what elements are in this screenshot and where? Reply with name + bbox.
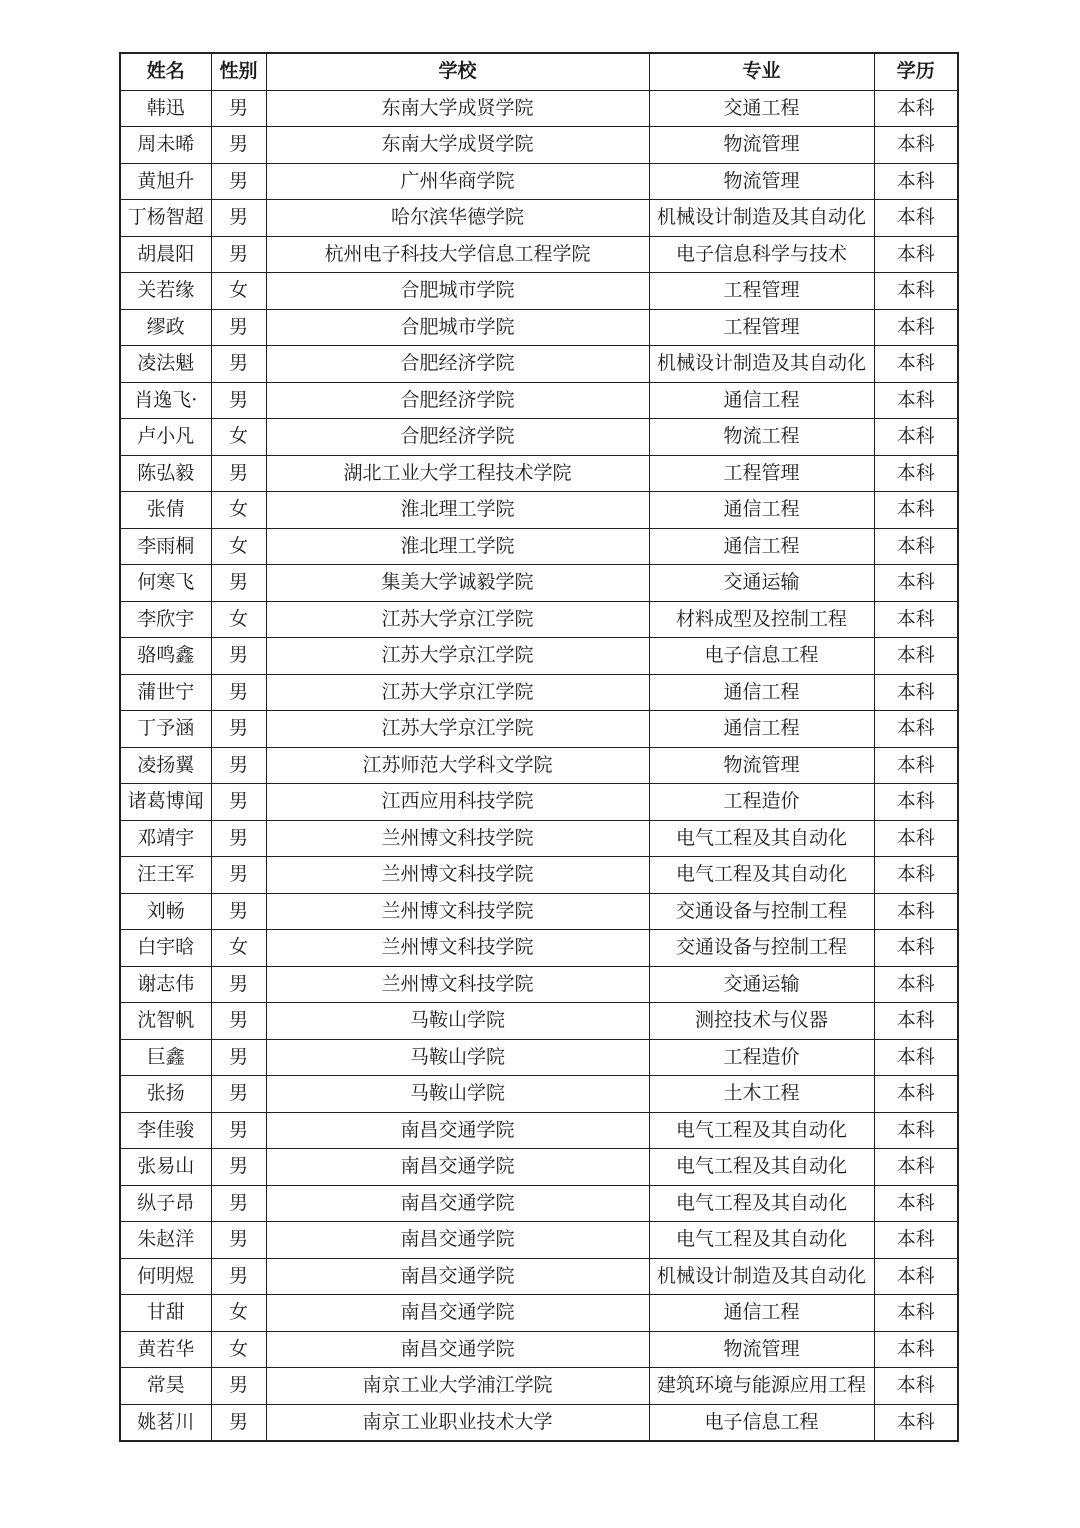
cell-degree: 本科 xyxy=(874,930,958,967)
cell-name: 凌法魁 xyxy=(120,346,211,383)
cell-major: 交通设备与控制工程 xyxy=(649,893,874,930)
cell-gender: 男 xyxy=(211,565,266,602)
cell-name: 蒲世宁 xyxy=(120,674,211,711)
cell-name: 汪王军 xyxy=(120,857,211,894)
cell-major: 物流管理 xyxy=(649,747,874,784)
cell-name: 纵子昂 xyxy=(120,1185,211,1222)
cell-gender: 男 xyxy=(211,1149,266,1186)
header-gender: 性别 xyxy=(211,53,266,90)
cell-major: 通信工程 xyxy=(649,711,874,748)
cell-major: 电气工程及其自动化 xyxy=(649,1112,874,1149)
cell-school: 南昌交通学院 xyxy=(266,1295,649,1332)
table-row xyxy=(120,419,958,456)
table-row xyxy=(120,1185,958,1222)
table-row xyxy=(120,492,958,529)
cell-degree: 本科 xyxy=(874,1222,958,1259)
cell-major: 物流管理 xyxy=(649,163,874,200)
cell-school: 江苏大学京江学院 xyxy=(266,711,649,748)
cell-gender: 男 xyxy=(211,1039,266,1076)
cell-degree: 本科 xyxy=(874,200,958,237)
cell-name: 黄旭升 xyxy=(120,163,211,200)
cell-gender: 男 xyxy=(211,1258,266,1295)
cell-degree: 本科 xyxy=(874,1258,958,1295)
cell-school: 合肥经济学院 xyxy=(266,382,649,419)
cell-degree: 本科 xyxy=(874,1076,958,1113)
cell-name: 常昊 xyxy=(120,1368,211,1405)
cell-school: 合肥城市学院 xyxy=(266,309,649,346)
cell-degree: 本科 xyxy=(874,163,958,200)
cell-name: 胡晨阳 xyxy=(120,236,211,273)
cell-school: 兰州博文科技学院 xyxy=(266,820,649,857)
cell-major: 交通工程 xyxy=(649,90,874,127)
cell-gender: 男 xyxy=(211,1404,266,1441)
table-row xyxy=(120,1258,958,1295)
cell-name: 姚茗川 xyxy=(120,1404,211,1441)
cell-major: 物流管理 xyxy=(649,127,874,164)
cell-degree: 本科 xyxy=(874,1404,958,1441)
table-row xyxy=(120,711,958,748)
cell-gender: 女 xyxy=(211,492,266,529)
cell-degree: 本科 xyxy=(874,1368,958,1405)
cell-name: 沈智帆 xyxy=(120,1003,211,1040)
cell-major: 交通运输 xyxy=(649,565,874,602)
cell-gender: 男 xyxy=(211,200,266,237)
cell-name: 何明煜 xyxy=(120,1258,211,1295)
header-row xyxy=(120,53,958,90)
table-row xyxy=(120,1003,958,1040)
cell-degree: 本科 xyxy=(874,455,958,492)
cell-name: 张易山 xyxy=(120,1149,211,1186)
cell-major: 通信工程 xyxy=(649,674,874,711)
table-row xyxy=(120,1331,958,1368)
cell-school: 湖北工业大学工程技术学院 xyxy=(266,455,649,492)
table-row xyxy=(120,528,958,565)
cell-name: 丁予涵 xyxy=(120,711,211,748)
cell-degree: 本科 xyxy=(874,711,958,748)
cell-major: 电子信息工程 xyxy=(649,1404,874,1441)
cell-school: 南京工业大学浦江学院 xyxy=(266,1368,649,1405)
table-row xyxy=(120,565,958,602)
table-row xyxy=(120,601,958,638)
cell-gender: 女 xyxy=(211,601,266,638)
cell-major: 电气工程及其自动化 xyxy=(649,820,874,857)
cell-degree: 本科 xyxy=(874,893,958,930)
cell-gender: 男 xyxy=(211,966,266,1003)
cell-major: 工程造价 xyxy=(649,784,874,821)
table-row xyxy=(120,1112,958,1149)
cell-degree: 本科 xyxy=(874,1149,958,1186)
cell-gender: 女 xyxy=(211,1295,266,1332)
cell-name: 李雨桐 xyxy=(120,528,211,565)
cell-school: 东南大学成贤学院 xyxy=(266,90,649,127)
cell-major: 通信工程 xyxy=(649,492,874,529)
cell-degree: 本科 xyxy=(874,857,958,894)
cell-gender: 男 xyxy=(211,163,266,200)
cell-degree: 本科 xyxy=(874,784,958,821)
cell-gender: 男 xyxy=(211,1368,266,1405)
table-row xyxy=(120,309,958,346)
cell-degree: 本科 xyxy=(874,674,958,711)
cell-major: 通信工程 xyxy=(649,382,874,419)
table-row xyxy=(120,1149,958,1186)
cell-degree: 本科 xyxy=(874,1185,958,1222)
cell-gender: 男 xyxy=(211,711,266,748)
cell-name: 丁杨智超 xyxy=(120,200,211,237)
cell-major: 建筑环境与能源应用工程 xyxy=(649,1368,874,1405)
table-row xyxy=(120,163,958,200)
cell-gender: 男 xyxy=(211,382,266,419)
cell-school: 杭州电子科技大学信息工程学院 xyxy=(266,236,649,273)
cell-gender: 男 xyxy=(211,638,266,675)
cell-school: 兰州博文科技学院 xyxy=(266,966,649,1003)
cell-gender: 男 xyxy=(211,1222,266,1259)
cell-school: 淮北理工学院 xyxy=(266,492,649,529)
cell-degree: 本科 xyxy=(874,236,958,273)
cell-gender: 男 xyxy=(211,674,266,711)
cell-gender: 男 xyxy=(211,455,266,492)
cell-major: 通信工程 xyxy=(649,1295,874,1332)
cell-name: 诸葛博闻 xyxy=(120,784,211,821)
cell-school: 江苏大学京江学院 xyxy=(266,674,649,711)
cell-name: 凌扬翼 xyxy=(120,747,211,784)
cell-name: 卢小凡 xyxy=(120,419,211,456)
cell-gender: 男 xyxy=(211,346,266,383)
table-header xyxy=(120,53,958,90)
cell-name: 骆鸣鑫 xyxy=(120,638,211,675)
cell-degree: 本科 xyxy=(874,966,958,1003)
cell-degree: 本科 xyxy=(874,382,958,419)
cell-school: 广州华商学院 xyxy=(266,163,649,200)
cell-major: 工程造价 xyxy=(649,1039,874,1076)
cell-degree: 本科 xyxy=(874,747,958,784)
cell-gender: 男 xyxy=(211,1003,266,1040)
cell-major: 工程管理 xyxy=(649,273,874,310)
cell-major: 电气工程及其自动化 xyxy=(649,1149,874,1186)
cell-gender: 男 xyxy=(211,127,266,164)
cell-gender: 男 xyxy=(211,857,266,894)
cell-gender: 男 xyxy=(211,820,266,857)
cell-gender: 女 xyxy=(211,930,266,967)
cell-major: 电子信息科学与技术 xyxy=(649,236,874,273)
cell-name: 李佳骏 xyxy=(120,1112,211,1149)
table-row xyxy=(120,346,958,383)
cell-degree: 本科 xyxy=(874,419,958,456)
cell-degree: 本科 xyxy=(874,1112,958,1149)
cell-gender: 女 xyxy=(211,273,266,310)
cell-name: 周未晞 xyxy=(120,127,211,164)
cell-major: 物流管理 xyxy=(649,1331,874,1368)
cell-name: 张扬 xyxy=(120,1076,211,1113)
cell-degree: 本科 xyxy=(874,1295,958,1332)
cell-major: 土木工程 xyxy=(649,1076,874,1113)
cell-gender: 男 xyxy=(211,1185,266,1222)
cell-gender: 男 xyxy=(211,90,266,127)
table-row xyxy=(120,1295,958,1332)
cell-school: 集美大学诚毅学院 xyxy=(266,565,649,602)
roster-sheet xyxy=(119,52,957,1442)
cell-major: 电气工程及其自动化 xyxy=(649,857,874,894)
cell-major: 物流工程 xyxy=(649,419,874,456)
cell-name: 李欣宇 xyxy=(120,601,211,638)
table-row xyxy=(120,455,958,492)
cell-name: 陈弘毅 xyxy=(120,455,211,492)
cell-school: 南昌交通学院 xyxy=(266,1331,649,1368)
cell-school: 合肥经济学院 xyxy=(266,419,649,456)
cell-school: 马鞍山学院 xyxy=(266,1076,649,1113)
cell-major: 机械设计制造及其自动化 xyxy=(649,200,874,237)
cell-name: 关若缘 xyxy=(120,273,211,310)
cell-name: 谢志伟 xyxy=(120,966,211,1003)
table-row xyxy=(120,382,958,419)
cell-degree: 本科 xyxy=(874,528,958,565)
cell-school: 合肥城市学院 xyxy=(266,273,649,310)
table-row xyxy=(120,893,958,930)
cell-school: 南昌交通学院 xyxy=(266,1112,649,1149)
table-row xyxy=(120,966,958,1003)
cell-degree: 本科 xyxy=(874,1331,958,1368)
cell-gender: 男 xyxy=(211,784,266,821)
cell-major: 交通运输 xyxy=(649,966,874,1003)
cell-school: 哈尔滨华德学院 xyxy=(266,200,649,237)
cell-school: 江西应用科技学院 xyxy=(266,784,649,821)
cell-school: 江苏大学京江学院 xyxy=(266,638,649,675)
cell-degree: 本科 xyxy=(874,90,958,127)
cell-gender: 男 xyxy=(211,1076,266,1113)
cell-degree: 本科 xyxy=(874,601,958,638)
cell-name: 何寒飞 xyxy=(120,565,211,602)
cell-school: 兰州博文科技学院 xyxy=(266,893,649,930)
cell-name: 张倩 xyxy=(120,492,211,529)
cell-school: 南昌交通学院 xyxy=(266,1258,649,1295)
cell-gender: 女 xyxy=(211,528,266,565)
table-row xyxy=(120,200,958,237)
cell-degree: 本科 xyxy=(874,309,958,346)
cell-major: 通信工程 xyxy=(649,528,874,565)
cell-major: 机械设计制造及其自动化 xyxy=(649,1258,874,1295)
cell-name: 韩迅 xyxy=(120,90,211,127)
cell-school: 南昌交通学院 xyxy=(266,1222,649,1259)
table-row xyxy=(120,1404,958,1441)
cell-degree: 本科 xyxy=(874,127,958,164)
header-name: 姓名 xyxy=(120,53,211,90)
cell-degree: 本科 xyxy=(874,1039,958,1076)
cell-school: 东南大学成贤学院 xyxy=(266,127,649,164)
cell-school: 江苏师范大学科文学院 xyxy=(266,747,649,784)
cell-major: 交通设备与控制工程 xyxy=(649,930,874,967)
cell-name: 巨鑫 xyxy=(120,1039,211,1076)
cell-school: 南昌交通学院 xyxy=(266,1149,649,1186)
table-row xyxy=(120,784,958,821)
table-row xyxy=(120,1039,958,1076)
cell-school: 兰州博文科技学院 xyxy=(266,930,649,967)
cell-degree: 本科 xyxy=(874,565,958,602)
cell-school: 兰州博文科技学院 xyxy=(266,857,649,894)
cell-major: 电气工程及其自动化 xyxy=(649,1185,874,1222)
table-row xyxy=(120,273,958,310)
cell-major: 测控技术与仪器 xyxy=(649,1003,874,1040)
header-degree: 学历 xyxy=(874,53,958,90)
table-row xyxy=(120,747,958,784)
cell-name: 缪政 xyxy=(120,309,211,346)
cell-name: 肖逸飞· xyxy=(120,382,211,419)
cell-major: 电子信息工程 xyxy=(649,638,874,675)
cell-degree: 本科 xyxy=(874,273,958,310)
table-row xyxy=(120,1368,958,1405)
header-school: 学校 xyxy=(266,53,649,90)
cell-major: 工程管理 xyxy=(649,309,874,346)
table-row xyxy=(120,1076,958,1113)
table-row xyxy=(120,930,958,967)
cell-gender: 男 xyxy=(211,309,266,346)
table-row xyxy=(120,638,958,675)
cell-gender: 男 xyxy=(211,747,266,784)
table-row xyxy=(120,674,958,711)
cell-major: 材料成型及控制工程 xyxy=(649,601,874,638)
roster-table xyxy=(119,52,959,1442)
cell-degree: 本科 xyxy=(874,346,958,383)
cell-school: 合肥经济学院 xyxy=(266,346,649,383)
cell-school: 马鞍山学院 xyxy=(266,1039,649,1076)
cell-school: 南京工业职业技术大学 xyxy=(266,1404,649,1441)
cell-school: 南昌交通学院 xyxy=(266,1185,649,1222)
cell-name: 邓靖宇 xyxy=(120,820,211,857)
header-major: 专业 xyxy=(649,53,874,90)
cell-major: 电气工程及其自动化 xyxy=(649,1222,874,1259)
cell-gender: 男 xyxy=(211,893,266,930)
cell-gender: 男 xyxy=(211,236,266,273)
table-row xyxy=(120,236,958,273)
cell-gender: 男 xyxy=(211,1112,266,1149)
table-row xyxy=(120,127,958,164)
cell-degree: 本科 xyxy=(874,820,958,857)
cell-gender: 女 xyxy=(211,1331,266,1368)
table-body xyxy=(120,90,958,1441)
cell-major: 机械设计制造及其自动化 xyxy=(649,346,874,383)
cell-school: 淮北理工学院 xyxy=(266,528,649,565)
cell-name: 黄若华 xyxy=(120,1331,211,1368)
cell-name: 刘畅 xyxy=(120,893,211,930)
cell-degree: 本科 xyxy=(874,638,958,675)
table-row xyxy=(120,1222,958,1259)
cell-name: 白宇晗 xyxy=(120,930,211,967)
table-row xyxy=(120,90,958,127)
cell-major: 工程管理 xyxy=(649,455,874,492)
cell-name: 朱赵洋 xyxy=(120,1222,211,1259)
table-row xyxy=(120,857,958,894)
cell-school: 马鞍山学院 xyxy=(266,1003,649,1040)
cell-degree: 本科 xyxy=(874,1003,958,1040)
cell-gender: 女 xyxy=(211,419,266,456)
table-row xyxy=(120,820,958,857)
cell-degree: 本科 xyxy=(874,492,958,529)
cell-name: 甘甜 xyxy=(120,1295,211,1332)
cell-school: 江苏大学京江学院 xyxy=(266,601,649,638)
